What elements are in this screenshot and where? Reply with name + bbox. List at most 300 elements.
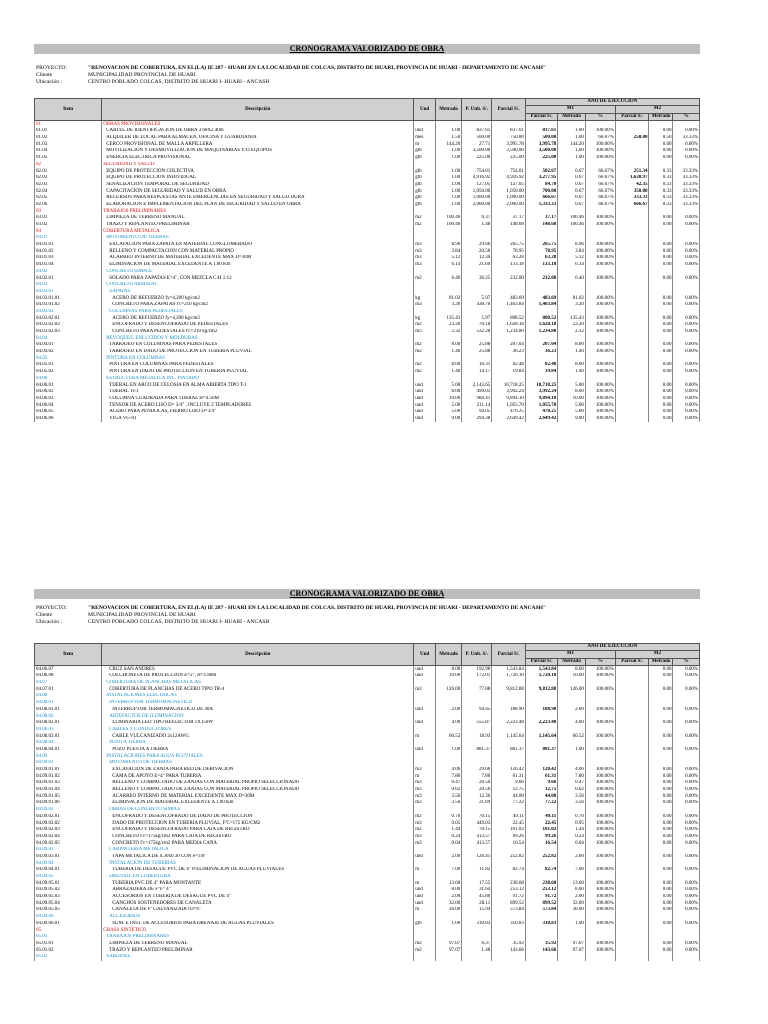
cell-m1-metrado [558, 289, 586, 296]
cell-descripcion: SUM. E INST. DE ACCESORIOS PARA DRENAJE DE AGUAS PLUVIALES [102, 921, 414, 928]
cell-m1-metrado: 0.67 [558, 188, 586, 195]
cell-m1-parcial: 10,718.25 [525, 382, 557, 389]
cell-parcial: 754.01 [492, 168, 526, 175]
cell-punit: 449.03 [462, 820, 492, 827]
cell-und [414, 208, 436, 215]
cell-m2-parcial [615, 680, 649, 687]
cell-item: 04.09.06 [35, 914, 102, 921]
cell-parcial: 3,500.00 [492, 148, 526, 155]
header-m2-metrado: Metrado [649, 113, 673, 121]
cell-m1-metrado [558, 235, 586, 242]
cell-descripcion: ALQUILER DE LOCAL PARA ALMACEN, OFICINA Y GUARDIANIA [102, 135, 414, 142]
cell-descripcion: TRABAJOS PRELIMINARES [102, 934, 414, 941]
cell-m2-pct [673, 162, 700, 169]
cell-item: 04.07 [35, 680, 102, 687]
cell-m1-metrado: 0.04 [558, 840, 586, 847]
cell-punit: 294.38 [462, 416, 492, 423]
table-row [35, 302, 700, 309]
cell-m1-metrado: 1.00 [558, 135, 586, 142]
cell-descripcion: TRAZO Y REPLANTEO PRELIMINAR [102, 947, 414, 954]
cell-und: m3 [414, 329, 436, 336]
cell-m1-pct: 66.67% [585, 182, 615, 189]
header-m1-metrado: Metrado [558, 658, 586, 666]
cell-descripcion: ACCESORIOS EN TUBERIA DE DESAGUE PVC DE 4" [102, 894, 414, 901]
cell-m1-metrado [558, 355, 586, 362]
cell-m1-pct [585, 860, 615, 867]
cell-item: 04.06.01 [35, 382, 102, 389]
cell-descripcion: LUMINARIA LED TIPO REFLECTOR 1X150W [102, 720, 414, 727]
cell-und: kg [414, 315, 436, 322]
table-row [35, 874, 700, 881]
cell-m2-parcial [615, 322, 649, 329]
cell-m1-pct: 66.67% [585, 202, 615, 209]
cell-m2-pct: 0.00% [673, 780, 700, 787]
cell-parcial: 78.95 [492, 248, 526, 255]
cell-item: 04.03.02.01 [35, 315, 102, 322]
cell-und: m2 [414, 827, 436, 834]
cell-m2-parcial [615, 773, 649, 780]
cell-m2-metrado: 0.00 [649, 827, 673, 834]
table-row [35, 135, 700, 142]
cell-m2-metrado: 0.00 [649, 666, 673, 673]
cell-und: und [414, 396, 436, 403]
cell-m2-pct: 0.00% [673, 767, 700, 774]
table-row [35, 182, 700, 189]
cell-m2-metrado: 0.00 [649, 148, 673, 155]
cell-m2-metrado: 0.00 [649, 834, 673, 841]
cell-punit: 21.69 [462, 800, 492, 807]
cell-m1-pct: 100.00% [585, 389, 615, 396]
cell-m2-parcial [615, 235, 649, 242]
cell-punit [462, 121, 492, 128]
cell-punit: 1.48 [462, 222, 492, 229]
cell-und: m [414, 141, 436, 148]
cell-m1-metrado [558, 693, 586, 700]
cell-metrado: 3.56 [435, 800, 461, 807]
table-row [35, 693, 700, 700]
cell-item: 04.09 [35, 753, 102, 760]
cell-und [414, 914, 436, 921]
cell-item: 04.08.04.01 [35, 747, 102, 754]
header-punit: P. Unit. S/. [462, 644, 492, 666]
cell-m2-metrado: 0.00 [649, 141, 673, 148]
cell-item: 04.02 [35, 269, 102, 276]
cell-m2-metrado: 0.00 [649, 302, 673, 309]
cell-m1-metrado: 100.46 [558, 222, 586, 229]
cell-parcial: 188.90 [492, 707, 526, 714]
cell-m2-pct: 0.00% [673, 887, 700, 894]
cell-descripcion: SOLADO PARA ZAPATAS E=4", CON MEZCLA C:H 1:12 [102, 275, 414, 282]
cell-und: m3 [414, 302, 436, 309]
cell-parcial: 61.31 [492, 773, 526, 780]
cell-parcial: 36.23 [492, 349, 526, 356]
cell-m2-metrado [649, 700, 673, 707]
cell-metrado: 135.43 [435, 315, 461, 322]
cell-m2-metrado: 0.00 [649, 329, 673, 336]
cell-punit: 27.71 [462, 141, 492, 148]
cell-m1-metrado: 8.00 [558, 389, 586, 396]
cell-m2-pct [673, 282, 700, 289]
cell-m1-pct [585, 680, 615, 687]
table-row [35, 175, 700, 182]
cell-m2-pct: 0.00% [673, 148, 700, 155]
cell-und [414, 376, 436, 383]
cell-und: m2 [414, 686, 436, 693]
cell-m2-pct: 0.00% [673, 141, 700, 148]
cell-m1-metrado: 81.02 [558, 295, 586, 302]
cell-metrado: 60.52 [435, 733, 461, 740]
cell-m2-parcial [615, 275, 649, 282]
cell-parcial [492, 228, 526, 235]
cell-m2-metrado [649, 376, 673, 383]
cell-m1-parcial: 253.12 [525, 887, 557, 894]
cell-descripcion: CONCRETO PARA ZAPATAS f'c=210 kg/cm2 [102, 302, 414, 309]
cell-item: 04 [35, 228, 102, 235]
cell-m1-parcial: 9.66 [525, 780, 557, 787]
header-descripcion: Descripción [102, 644, 414, 666]
header-m1-metrado: Metrado [558, 113, 586, 121]
table-row [35, 255, 700, 262]
cell-metrado: 0.70 [435, 814, 461, 821]
cell-m2-metrado: 0.00 [649, 396, 673, 403]
table-row [35, 242, 700, 249]
cell-und [414, 727, 436, 734]
cell-m1-pct: 66.67% [585, 195, 615, 202]
cell-m2-parcial [615, 155, 649, 162]
cell-item: 04.09.02.05 [35, 840, 102, 847]
cell-m2-pct [673, 235, 700, 242]
cell-m2-pct: 0.00% [673, 773, 700, 780]
cell-m1-pct [585, 914, 615, 921]
cell-metrado: 1.00 [435, 747, 461, 754]
cell-m2-metrado [649, 162, 673, 169]
cliente-label: Cliente [36, 72, 53, 78]
cell-m2-pct [673, 700, 700, 707]
cell-item: 05.01.02 [35, 947, 102, 954]
cell-m1-parcial: 837.61 [525, 128, 557, 135]
cell-descripcion: CANALETA DE Fº GALVANIZADO D=6" [102, 907, 414, 914]
cell-und: glb [414, 182, 436, 189]
cell-m2-parcial [615, 349, 649, 356]
cell-metrado: 1.40 [435, 369, 461, 376]
cell-descripcion: ACERO DE REFUERZO fy=4,200 kg/cm2 [102, 315, 414, 322]
cell-parcial: 2,223.48 [492, 720, 526, 727]
table-row [35, 773, 700, 780]
cell-und: m2 [414, 947, 436, 954]
cell-m2-parcial [615, 255, 649, 262]
cell-m2-pct [673, 335, 700, 342]
cell-m1-parcial: 91.72 [525, 894, 557, 901]
cell-m1-pct: 100.00% [585, 382, 615, 389]
cell-m2-parcial [615, 289, 649, 296]
cell-m1-parcial: 101.02 [525, 827, 557, 834]
cell-m2-pct: 0.00% [673, 880, 700, 887]
cell-m1-parcial: 44.00 [525, 793, 557, 800]
cell-punit: 1,000.00 [462, 195, 492, 202]
cell-descripcion: INTERRUPTOR TERMOMAGNETICO DE 40A [102, 707, 414, 714]
cell-m1-metrado [558, 807, 586, 814]
cell-m2-parcial [615, 248, 649, 255]
cell-metrado: 2.00 [435, 894, 461, 901]
cell-m2-parcial [615, 880, 649, 887]
cell-m1-pct [585, 289, 615, 296]
cell-parcial: 10,718.25 [492, 382, 526, 389]
cell-m2-parcial [615, 887, 649, 894]
cell-m1-metrado: 8.00 [558, 362, 586, 369]
cell-parcial: 1,145.64 [492, 733, 526, 740]
project-info-2 [36, 605, 546, 626]
cell-parcial: 2,000.00 [492, 202, 526, 209]
cell-m2-pct: 0.00% [673, 155, 700, 162]
cell-und: m [414, 907, 436, 914]
cell-und [414, 927, 436, 934]
cell-metrado: 3.56 [435, 793, 461, 800]
cell-m1-pct: 100.00% [585, 148, 615, 155]
cell-m2-parcial [615, 416, 649, 423]
cell-m2-parcial [615, 693, 649, 700]
cell-m1-metrado [558, 121, 586, 128]
cell-und: m2 [414, 275, 436, 282]
cell-m1-pct: 100.00% [585, 720, 615, 727]
table-row [35, 860, 700, 867]
cell-m1-metrado: 4.00 [558, 720, 586, 727]
cell-und: und [414, 720, 436, 727]
cell-und [414, 693, 436, 700]
cell-m1-pct: 100.00% [585, 295, 615, 302]
cell-item: 02.04 [35, 188, 102, 195]
cell-m2-pct: 0.00% [673, 342, 700, 349]
table-row [35, 389, 700, 396]
cell-m2-pct [673, 954, 700, 961]
table-row [35, 814, 700, 821]
table-row [35, 269, 700, 276]
cell-m1-parcial: 899.52 [525, 900, 557, 907]
cell-m2-metrado: 0.00 [649, 747, 673, 754]
cell-item: 02.01 [35, 168, 102, 175]
cell-item: 04.03.02.03 [35, 329, 102, 336]
cell-m1-parcial [525, 700, 557, 707]
cell-m2-metrado: 0.33 [649, 168, 673, 175]
table-row [35, 162, 700, 169]
cell-parcial [492, 927, 526, 934]
cell-punit: 5.97 [462, 315, 492, 322]
cell-punit: 25.88 [462, 349, 492, 356]
cell-m2-metrado [649, 269, 673, 276]
cell-m2-parcial [615, 907, 649, 914]
cell-item: 04.09.01.02 [35, 773, 102, 780]
cell-descripcion: PINTURA EN COLUMNAS [102, 355, 414, 362]
cell-punit [462, 162, 492, 169]
cell-punit: 0.37 [462, 941, 492, 948]
cell-metrado [435, 760, 461, 767]
cell-m1-metrado [558, 760, 586, 767]
cell-und [414, 289, 436, 296]
cell-descripcion: COBERTURA METALICA [102, 228, 414, 235]
cell-m1-metrado: 2.00 [558, 707, 586, 714]
cell-descripcion: ENERGIA ELECTRICA PROVISIONAL [102, 155, 414, 162]
cell-m2-metrado: 0.00 [649, 854, 673, 861]
cell-m2-parcial [615, 315, 649, 322]
cell-item: 01.01 [35, 128, 102, 135]
cell-und: und [414, 402, 436, 409]
cell-m2-pct: 0.00% [673, 295, 700, 302]
cell-m1-parcial: 252.82 [525, 854, 557, 861]
cell-metrado: 4.06 [435, 767, 461, 774]
cell-m1-pct: 100.00% [585, 907, 615, 914]
cell-m1-pct: 100.00% [585, 947, 615, 954]
cell-metrado: 5.12 [435, 255, 461, 262]
cell-descripcion: ESTRUCTURA METALICA INC. PINTADO [102, 376, 414, 383]
cell-metrado: 8.00 [435, 389, 461, 396]
cell-punit: 17.55 [462, 880, 492, 887]
cell-m2-metrado: 0.00 [649, 382, 673, 389]
cell-item: 04.08.03 [35, 727, 102, 734]
cell-punit: 881.37 [462, 747, 492, 754]
cell-metrado: 81.02 [435, 295, 461, 302]
cell-und: und [414, 389, 436, 396]
cell-punit: 499.03 [462, 389, 492, 396]
cell-m2-pct [673, 727, 700, 734]
cell-m2-pct [673, 934, 700, 941]
table-row [35, 376, 700, 383]
table-row [35, 335, 700, 342]
cell-m2-metrado: 0.33 [649, 175, 673, 182]
cell-m1-metrado: 60.52 [558, 733, 586, 740]
cell-punit: 94.05 [462, 409, 492, 416]
cell-parcial: 1,234.80 [492, 329, 526, 336]
cell-descripcion: TRABAJOS PRELIMINARES [102, 208, 414, 215]
cell-metrado: 1.00 [435, 128, 461, 135]
header-metrado: Metrado [435, 644, 461, 666]
cell-m1-pct [585, 228, 615, 235]
cell-descripcion: TAPA METALICA DE 0.30x0.30 CON e=1/8" [102, 854, 414, 861]
cell-descripcion: LIMPIEZA DE TERRENO MANUAL [102, 215, 414, 222]
table-row [35, 315, 700, 322]
cell-parcial: 49.11 [492, 814, 526, 821]
cell-m2-parcial [615, 740, 649, 747]
cell-parcial [492, 753, 526, 760]
cell-m2-metrado: 0.00 [649, 887, 673, 894]
cell-descripcion: MOVILIZACION Y DESMOVILIZACION DE MAQUINARIAS Y/O EQUIPOS [102, 148, 414, 155]
cell-m1-parcial: 1,333.33 [525, 202, 557, 209]
cell-punit: 29.66 [462, 767, 492, 774]
cell-m2-pct: 0.00% [673, 275, 700, 282]
cell-metrado: 0.62 [435, 787, 461, 794]
table-row [35, 673, 700, 680]
cell-item: 04.03.02.02 [35, 322, 102, 329]
cell-m1-metrado [558, 700, 586, 707]
cell-m2-pct: 0.00% [673, 827, 700, 834]
cell-m2-metrado [649, 282, 673, 289]
cell-m1-parcial: 207.04 [525, 342, 557, 349]
cell-punit: 192.98 [462, 666, 492, 673]
cell-und: m3 [414, 248, 436, 255]
cell-m2-metrado: 0.00 [649, 894, 673, 901]
cell-punit [462, 269, 492, 276]
cell-m2-pct: 33.33% [673, 168, 700, 175]
cell-m2-metrado: 0.00 [649, 155, 673, 162]
cell-m1-pct: 100.00% [585, 349, 615, 356]
cell-item: 04.09.06.01 [35, 921, 102, 928]
cell-m2-parcial: 350.00 [615, 188, 649, 195]
cell-m2-parcial [615, 733, 649, 740]
cell-item: 04.02.01 [35, 275, 102, 282]
table-row [35, 282, 700, 289]
cell-m1-parcial [525, 713, 557, 720]
cell-metrado: 32.00 [435, 900, 461, 907]
table-row [35, 289, 700, 296]
table-row [35, 686, 700, 693]
cell-m2-metrado: 0.00 [649, 322, 673, 329]
table-row [35, 262, 700, 269]
cell-m1-parcial: 808.52 [525, 315, 557, 322]
cell-m1-pct: 100.00% [585, 747, 615, 754]
cell-descripcion: CONCRETO PARA PEDESTALES f'c=210 kg/cm2 [102, 329, 414, 336]
cell-m1-pct: 100.00% [585, 329, 615, 336]
table-row [35, 941, 700, 948]
cell-item: 04.08 [35, 693, 102, 700]
cell-m1-pct: 66.67% [585, 168, 615, 175]
cell-m2-parcial [615, 787, 649, 794]
cell-m1-pct [585, 740, 615, 747]
cell-parcial [492, 713, 526, 720]
cell-m2-metrado: 0.33 [649, 202, 673, 209]
cell-m1-metrado: 1.44 [558, 827, 586, 834]
cell-punit: 1.48 [462, 947, 492, 954]
table-row [35, 927, 700, 934]
cell-parcial [492, 162, 526, 169]
cell-m2-pct: 33.33% [673, 182, 700, 189]
cell-m2-metrado [649, 860, 673, 867]
table-row [35, 369, 700, 376]
cell-descripcion: ZAPATAS [102, 289, 414, 296]
cell-m1-pct [585, 376, 615, 383]
cell-item: 04.04 [35, 335, 102, 342]
cell-m1-pct: 100.00% [585, 322, 615, 329]
cell-m2-pct: 0.00% [673, 329, 700, 336]
table-row [35, 222, 700, 229]
cell-m1-pct [585, 235, 615, 242]
cell-m1-pct: 100.00% [585, 880, 615, 887]
cell-metrado [435, 914, 461, 921]
cell-m2-pct: 0.00% [673, 793, 700, 800]
cell-m2-metrado: 0.00 [649, 840, 673, 847]
cell-m2-pct: 33.33% [673, 202, 700, 209]
cell-m2-metrado: 0.00 [649, 255, 673, 262]
cell-m1-metrado: 8.96 [558, 242, 586, 249]
cell-item: 04.09.01.05 [35, 793, 102, 800]
cell-descripcion: PINTURA EN DADO DE PROTECCION EN TUBERIA PLUVIAL [102, 369, 414, 376]
cell-m2-parcial [615, 121, 649, 128]
table-row [35, 921, 700, 928]
cell-und: m3 [414, 787, 436, 794]
cell-m1-metrado: 144.20 [558, 141, 586, 148]
cell-m2-parcial [615, 342, 649, 349]
cell-m1-parcial: 37.17 [525, 215, 557, 222]
cell-m2-metrado: 0.00 [649, 242, 673, 249]
table-row [35, 141, 700, 148]
cell-punit [462, 282, 492, 289]
cell-metrado: 6.14 [435, 262, 461, 269]
cell-m1-pct: 100.00% [585, 248, 615, 255]
cell-m2-metrado [649, 753, 673, 760]
cell-m1-metrado: 3.56 [558, 800, 586, 807]
cell-m2-pct: 0.00% [673, 941, 700, 948]
cell-m1-parcial: 3,995.78 [525, 141, 557, 148]
cell-parcial: 12.75 [492, 787, 526, 794]
cell-m1-metrado: 6.14 [558, 262, 586, 269]
cell-m2-metrado: 0.00 [649, 248, 673, 255]
